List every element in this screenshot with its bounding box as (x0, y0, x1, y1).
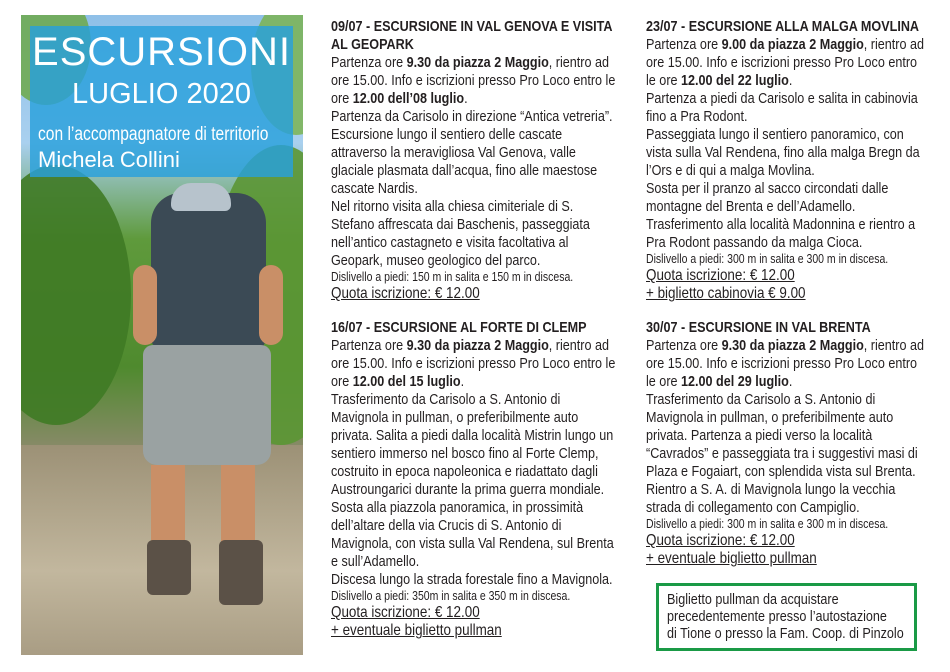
event-description-line (646, 427, 940, 445)
event-description-line (646, 481, 940, 499)
text-segment: montagne del Brenta e dell’Adamello. (646, 198, 856, 215)
elevation-info: Dislivello a piedi: 150 m in salita e 150 m in discesa. (331, 270, 574, 284)
event-description-line (331, 535, 625, 553)
text-segment: . (788, 373, 793, 390)
text-segment: sentiero immerso nel bosco fino al Forte Clemp, (331, 445, 599, 462)
extra-fee: + biglietto cabinovia € 9.00 (646, 285, 806, 302)
text-segment: Partenza ore (646, 337, 722, 354)
text-segment: Partenza ore (331, 54, 407, 71)
event-description-line (646, 391, 940, 409)
banner-title: ESCURSIONI (32, 30, 291, 74)
text-segment: ore 15.00. Info e iscrizioni presso Pro Loco entro le (331, 72, 616, 89)
event-3 (646, 18, 940, 303)
event-description-line (646, 409, 940, 427)
text-segment: dell’altare della via Crucis di S. Antonio di (331, 517, 562, 534)
text-segment: vista sulla Val Rendena, fino alla malga Bregn da (646, 144, 920, 161)
event-description-line (331, 481, 625, 499)
event-description-line (646, 373, 940, 391)
text-segment: . (460, 373, 465, 390)
event-description-line (331, 162, 625, 180)
event-description-line (331, 54, 625, 72)
event-description-line (646, 198, 940, 216)
event-description-line (646, 36, 940, 54)
event-description-line (646, 499, 940, 517)
text-segment: privata. Salita a piedi dalla località Mistrin lungo un (331, 427, 614, 444)
event-description-line (646, 144, 940, 162)
event-description-line (331, 216, 625, 234)
text-segment: Mavignola in pullman, o preferibilmente auto (646, 409, 894, 426)
event-description-line (646, 180, 940, 198)
text-segment: e sull’Adamello. (331, 553, 420, 570)
event-description-line (331, 553, 625, 571)
event-description-line (331, 427, 625, 445)
highlight-text: 9.30 da piazza 2 Maggio (721, 337, 864, 354)
text-segment: ore 15.00. Info e iscrizioni presso Pro Loco entro le (331, 355, 616, 372)
event-description-line (646, 355, 940, 373)
text-segment: Trasferimento alla località Madonnina e rientro a (646, 216, 916, 233)
text-segment: , rientro ad (863, 36, 925, 53)
event-description-line (646, 108, 940, 126)
text-segment: Trasferimento da Carisolo a S. Antonio di (646, 391, 876, 408)
extra-fee: + eventuale biglietto pullman (646, 550, 817, 567)
text-segment: le ore (646, 373, 682, 390)
hiker-photo (21, 15, 303, 655)
event-description-line (646, 162, 940, 180)
event-description-line (646, 72, 940, 90)
text-segment: Partenza ore (646, 36, 722, 53)
text-segment: Pra Rodont passando da malga Cioca. (646, 234, 863, 251)
banner-guide-name: Michela Collini (38, 147, 180, 172)
event-description-line (331, 234, 625, 252)
event-description-line (331, 445, 625, 463)
event-title: 30/07 - ESCURSIONE IN VAL BRENTA (646, 319, 871, 336)
event-description-line (331, 355, 625, 373)
bus-ticket-note (656, 583, 917, 651)
registration-fee: Quota iscrizione: € 12.00 (331, 285, 480, 302)
banner-guide-label: con l’accompagnatore di territorio (38, 124, 269, 145)
event-title: 23/07 - ESCURSIONE ALLA MALGA MOVLINA (646, 18, 920, 35)
event-description-line (331, 108, 625, 126)
text-segment: ore 15.00. Info e iscrizioni presso Pro Loco entro (646, 355, 918, 372)
text-segment: Partenza ore (331, 337, 407, 354)
event-description-line (646, 216, 940, 234)
event-description-line (331, 252, 625, 270)
extra-fee: + eventuale biglietto pullman (331, 622, 502, 639)
text-segment: Sosta alla piazzola panoramica, in prossimità (331, 499, 584, 516)
text-segment: , rientro ad (548, 337, 610, 354)
text-segment: Mavignola, con vista sulla Val Rendena, sul Brenta (331, 535, 614, 552)
text-segment: costruito in epoca napoleonica e riadattato dagli (331, 463, 598, 480)
text-segment: Stefano affrescata dai Baschenis, passeggiata (331, 216, 590, 233)
event-description-line (331, 373, 625, 391)
registration-fee: Quota iscrizione: € 12.00 (331, 604, 480, 621)
text-segment: . (788, 72, 793, 89)
highlight-text: 9.30 da piazza 2 Maggio (406, 54, 549, 71)
registration-fee: Quota iscrizione: € 12.00 (646, 267, 795, 284)
text-segment: Sosta per il pranzo al sacco circondati dalle (646, 180, 889, 197)
text-segment: Geopark, museo geologico del parco. (331, 252, 541, 269)
text-segment: Austroungarici durante la prima guerra mondiale. (331, 481, 605, 498)
event-description-line (331, 180, 625, 198)
text-segment: ore (331, 373, 353, 390)
highlight-text: 12.00 del 15 luglio (352, 373, 461, 390)
event-description-line (646, 90, 940, 108)
event-title: AL GEOPARK (331, 36, 414, 53)
text-segment: Mavignola in pullman, o preferibilmente auto (331, 409, 579, 426)
note-line: Biglietto pullman da acquistare (667, 591, 839, 608)
event-description-line (331, 571, 625, 589)
highlight-text: 9.30 da piazza 2 Maggio (406, 337, 549, 354)
text-segment: fino a Pra Rodont. (646, 108, 748, 125)
text-segment: Rientro a S. A. di Mavignola lungo la vecchia (646, 481, 896, 498)
registration-fee: Quota iscrizione: € 12.00 (646, 532, 795, 549)
event-title: 16/07 - ESCURSIONE AL FORTE DI CLEMP (331, 319, 587, 336)
event-description-line (331, 499, 625, 517)
event-description-line (331, 90, 625, 108)
highlight-text: 12.00 del 22 luglio (681, 72, 789, 89)
highlight-text: 12.00 dell’08 luglio (352, 90, 465, 107)
text-segment: Partenza da Carisolo in direzione “Antica vetreria”. (331, 108, 613, 125)
event-description-line (646, 54, 940, 72)
note-line: precedentemente presso l’autostazione (667, 608, 887, 625)
event-2 (331, 319, 625, 640)
text-segment: glaciale plasmata dall’acqua, fino alle maestose (331, 162, 598, 179)
event-description-line (331, 72, 625, 90)
elevation-info: Dislivello a piedi: 350m in salita e 350 m in discesa. (331, 589, 571, 603)
text-segment: . (464, 90, 468, 107)
text-segment: privata. Partenza a piedi verso la località (646, 427, 873, 444)
event-description-line (331, 409, 625, 427)
event-description-line (331, 198, 625, 216)
text-segment: Escursione lungo il sentiero delle cascate (331, 126, 563, 143)
note-line: di Tione o presso la Fam. Coop. di Pinzolo (667, 625, 904, 642)
event-title: 09/07 - ESCURSIONE IN VAL GENOVA E VISITA (331, 18, 613, 35)
text-segment: Partenza a piedi da Carisolo e salita in cabinovia (646, 90, 918, 107)
text-segment: nell’antico castagneto e visita facoltativa al (331, 234, 569, 251)
event-description-line (646, 463, 940, 481)
text-segment: strada di collegamento con Campiglio. (646, 499, 860, 516)
event-description-line (331, 391, 625, 409)
event-description-line (646, 337, 940, 355)
text-segment: Plaza e Fogaiart, con splendida vista sul Brenta. (646, 463, 916, 480)
title-banner (30, 26, 293, 177)
event-description-line (646, 234, 940, 252)
event-description-line (331, 337, 625, 355)
text-segment: cascate Nardis. (331, 180, 418, 197)
highlight-text: 12.00 del 29 luglio (681, 373, 789, 390)
elevation-info: Dislivello a piedi: 300 m in salita e 300 m in discesa. (646, 517, 889, 531)
text-segment: , rientro ad (863, 337, 925, 354)
text-segment: ore 15.00. Info e iscrizioni presso Pro Loco entro (646, 54, 918, 71)
text-segment: Discesa lungo la strada forestale fino a Mavignola. (331, 571, 613, 588)
text-segment: Nel ritorno visita alla chiesa cimiteriale di S. (331, 198, 574, 215)
event-description-line (646, 126, 940, 144)
event-description-line (331, 463, 625, 481)
text-segment: Passeggiata lungo il sentiero panoramico, con (646, 126, 904, 143)
text-segment: le ore (646, 72, 682, 89)
text-segment: , rientro ad (548, 54, 610, 71)
elevation-info: Dislivello a piedi: 300 m in salita e 300 m in discesa. (646, 252, 889, 266)
event-description-line (331, 126, 625, 144)
highlight-text: 9.00 da piazza 2 Maggio (721, 36, 864, 53)
event-description-line (331, 517, 625, 535)
event-description-line (646, 445, 940, 463)
banner-subtitle: LUGLIO 2020 (72, 78, 251, 110)
text-segment: l’Ors e di qui a malga Movlina. (646, 162, 815, 179)
event-description-line (331, 144, 625, 162)
event-1 (331, 18, 625, 303)
text-segment: ore (331, 90, 353, 107)
text-segment: Trasferimento da Carisolo a S. Antonio di (331, 391, 561, 408)
text-segment: attraverso la meravigliosa Val Genova, valle (331, 144, 576, 161)
event-4 (646, 319, 940, 568)
text-segment: “Cavrados” e passeggiata tra i suggestivi masi di (646, 445, 918, 462)
